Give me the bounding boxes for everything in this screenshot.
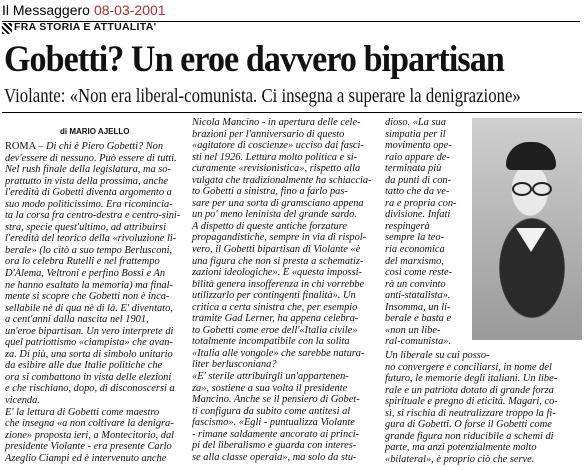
lead-paragraph: Di chi è Piero Gobetti? Non dev'essere di nessuno. Può essere di tutti. Nel rush finale della legislatura, ma so- prattutto in vista della prossima, anche l'eredità di Gobetti diventa argomento a suo modo politicissimo. Era ricomincia- ta la corsa fra centro-destra e centro-sini- stra, specie quest'ultimo, ad attribuirsi l'eredità del teorico della «rivoluzione li- berale» (lo citò a suo tempo Berlusconi, ora lo celebra Rutelli e nel frattempo D'Alema, Veltroni e perfino Bossi e An ne hanno esaltato la memoria) ma final- mente si scopre che Gobetti non è inca- sellabile nè di qua nè di là. E' diventato, a cent'anni dalla nascita nel 1901, un'eroe bipartisan. Un vero interprete di quel patriottismo «ciampista» che avan- za. Di più, una sorta di simbolo unitario da esibire alle due Italie politiche che ora si combattono in vista delle elezioni e che rischiano, dopo, di disconoscersi a vicenda. xyxy=(5,141,181,407)
paper-name: Il Messaggero xyxy=(2,2,90,18)
article-subheadline: Violante: «Non era liberal-comunista. Ci insegna a superare la denigrazione» xyxy=(4,86,521,107)
article-column-3: dioso. «La sua simpatia per il movimento ope- raio appare de- terminata più da punti di con- tatto che da ve- ra e propria con- divisione. Infati respingerà sempre la teo- ria economica del marxismo, così come reste- rà un convinto anti-statalista». Insomma, un li- berale e basta e «non un libe- ral-comunista». xyxy=(385,117,457,348)
article-headline: Gobetti? Un eroe davvero bipartisan xyxy=(4,39,504,80)
publication-date: 08-03-2001 xyxy=(93,2,166,18)
newspaper-masthead xyxy=(2,2,166,18)
rubric-hatch-mark xyxy=(2,23,12,34)
section-rubric: FRA STORIA E ATTUALITA' xyxy=(14,21,157,33)
portrait-hair xyxy=(506,142,556,170)
paragraph-2: E' la lettura di Gobetti come maestro che insegna «a non coltivare la denigra- zione» proposta ieri, a Montecitorio, dal presidente Violante - era presente Carlo Azeglio Ciampi ed è intervenuto anche xyxy=(5,406,175,464)
dateline: ROMA – xyxy=(5,141,44,152)
article-column-2: Nicola Mancino - in apertura delle cele- brazioni per l'anniversario di questo «agitatore di coscienze» ucciso dai fasci- sti nel 1926. Lettura molto politica e si- curamente «revisionistica», rispetto alla vulgata che tradizionalmente ha schiaccia- to Gobetti a sinistra, fino a farlo pas- sare per una sorta di gramsciano appena un po' meno leninista del grande sardo. A dispetto di queste antiche forzature propagandistiche, sempre in via di rispol- vero, il Gobetti bipartisan di Violante «è una figura che non si presta a schematiz- zazioni ideologiche». E «questa impossi- bilità genera insofferenza in chi vorrebbe utilizzarlo per contingenti finalità». Un critica a certa sinistra che, per esempio tramite Gad Lerner, ha appena celebra- to Gobetti come eroe dell'«Italia civile» totalmente incompatibile con la solita «Italia alle vongole» che sarebbe natura- liter berlusconiana? «E' sterile attribuirgli un'appartenen- za», sostiene a sua volta il presidente Mancino. Anche se il pensiero di Gobet- ti configura da subito come antitesi al fascismo». «Egli - puntualizza Violante - rimane saldamente ancorato ai princi- pi del liberalismo e guarda con interes- se alla classe operaia», ma solo da stu- xyxy=(192,117,372,463)
article-column-3-continued: Un liberale su cui posso- no convergere e conciliarsi, in nome del futuro, le memorie degli italiani. Un libe- rale e un patriota dotato di grande forza spirituale e pregno di eticità. Magari, co- sì, si rischia di neutralizzare troppo la fi- gura di Gobetti. O forse il Gobetti come grande figura non riducibile a schemi di parte, ma anzi potenzialmente molto «bilateral», è proprio ciò che serve. xyxy=(385,350,558,465)
portrait-photo xyxy=(472,118,582,340)
article-column-1 xyxy=(5,141,188,464)
portrait-glasses xyxy=(510,182,552,192)
portrait-collar xyxy=(516,228,546,252)
header-divider xyxy=(2,112,582,113)
byline: di MARIO AJELLO xyxy=(60,127,130,136)
